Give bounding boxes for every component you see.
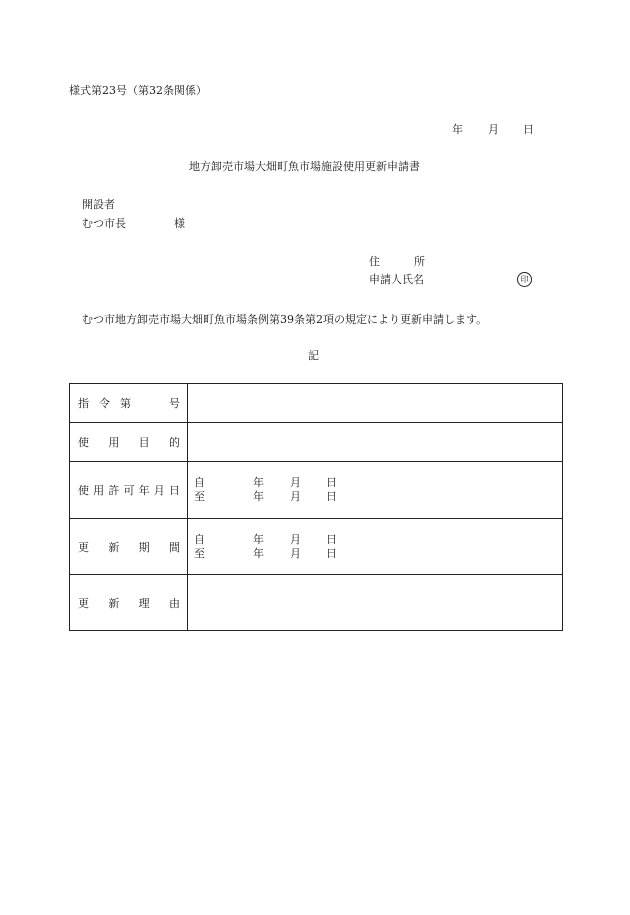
seal-icon: 印 — [517, 272, 532, 287]
renewal-reason-field[interactable] — [188, 575, 563, 631]
purpose-field[interactable] — [188, 423, 563, 462]
addressee-mayor: むつ市長 — [82, 217, 126, 230]
addressee-title: 開設者 — [82, 198, 115, 211]
date-month: 月 — [488, 123, 499, 136]
row-label-renewal-period: 更 新 期 間 — [70, 519, 188, 575]
renewal-period-field[interactable] — [188, 519, 563, 575]
row-label-permit-date: 使 用 許 可 年 月 日 — [70, 462, 188, 519]
addressee-suffix: 様 — [174, 217, 185, 230]
period-from-line: 自 年 月 日 — [194, 532, 337, 546]
date-line — [452, 123, 534, 137]
applicant-address-label: 住 所 — [369, 255, 425, 268]
date-to-line: 至 年 月 日 — [194, 490, 337, 503]
ki-heading: 記 — [308, 349, 319, 362]
date-from-line: 自 年 月 日 — [194, 476, 337, 489]
permit-date-field[interactable] — [188, 462, 563, 519]
application-table — [69, 383, 563, 631]
applicant-name-label: 申請人氏名 — [369, 273, 424, 286]
row-label-order-number: 指 令 第 号 — [70, 384, 188, 423]
addressee-name — [82, 217, 185, 231]
form-number: 様式第23号（第32条関係） — [69, 84, 207, 97]
table-row — [70, 519, 563, 575]
date-year: 年 — [452, 123, 463, 136]
table-row — [70, 423, 563, 462]
seal-mark — [517, 272, 532, 287]
row-label-renewal-reason: 更 新 理 由 — [70, 575, 188, 631]
body-text: むつ市地方卸売市場大畑町魚市場条例第39条第2項の規定により更新申請します。 — [82, 313, 488, 326]
date-day: 日 — [523, 123, 534, 136]
page-title: 地方卸売市場大畑町魚市場施設使用更新申請書 — [189, 160, 420, 173]
table-row — [70, 384, 563, 423]
order-number-field[interactable] — [188, 384, 563, 423]
row-label-purpose: 使 用 目 的 — [70, 423, 188, 462]
period-to-line: 至 年 月 日 — [194, 546, 337, 560]
table-row — [70, 462, 563, 519]
table-row — [70, 575, 563, 631]
